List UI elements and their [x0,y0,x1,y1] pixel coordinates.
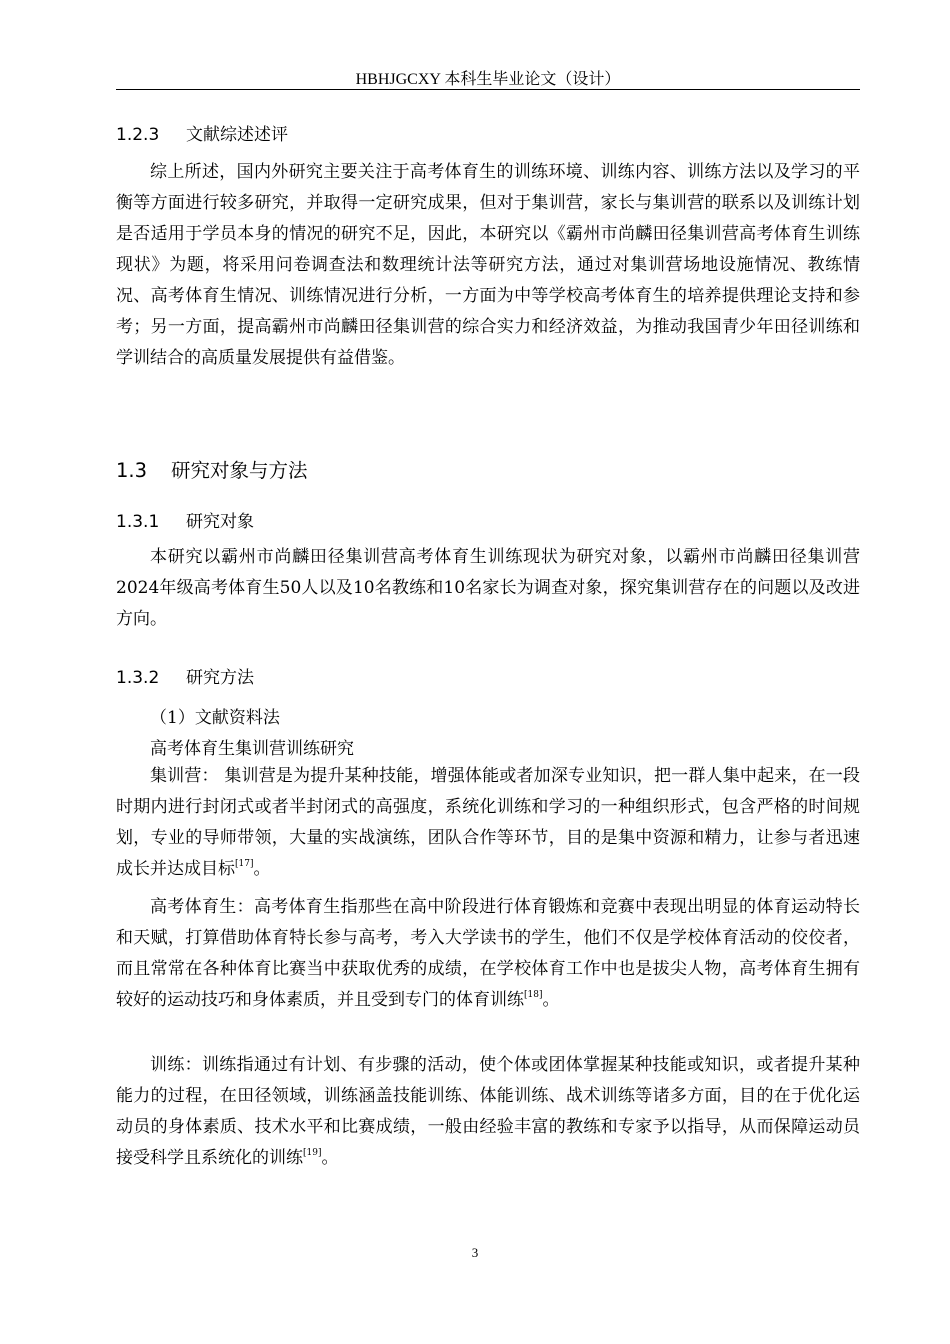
definition-text: 高考体育生：高考体育生指那些在高中阶段进行体育锻炼和竞赛中表现出明显的体育运动特长和天赋，打算借助体育特长参与高考，考入大学读书的学生，他们不仅是学校体育活动的佼佼者，而且常常在各种体育比赛当中获取优秀的成绩，在学校体育工作中也是拔尖人物，高考体育生拥有较好的运动技巧和身体素质，并且受到专门的体育训练 [116,897,860,1010]
section-heading-1-3 [116,455,308,483]
punctuation: 。 [321,1148,339,1168]
punctuation: 。 [542,990,560,1010]
method-item-literature: （1）文献资料法 [150,708,280,728]
definition-text: 集训营： 集训营是为提升某种技能，增强体能或者加深专业知识，把一群人集中起来，在一段时期内进行封闭式或者半封闭式的高强度，系统化训练和学习的一种组织形式，包含严格的时间规划，专业的导师带领，大量的实战演练，团队合作等环节，目的是集中资源和精力，让参与者迅速成长并达成目标 [116,766,860,879]
definition-text: 训练：训练指通过有计划、有步骤的活动，使个体或团体掌握某种技能或知识，或者提升某种能力的过程，在田径领域，训练涵盖技能训练、体能训练、战术训练等诸多方面，目的在于优化运动员的身体素质、技术水平和比赛成绩，一般由经验丰富的教练和专家予以指导，从而保障运动员接受科学且系统化的训练 [116,1055,860,1168]
section-number: 1.3.1 [116,512,160,532]
literature-topic: 高考体育生集训营训练研究 [150,739,354,759]
section-heading-1-3-2 [116,663,254,688]
review-paragraph: 综上所述，国内外研究主要关注于高考体育生的训练环境、训练内容、训练方法以及学习的平衡等方面进行较多研究，并取得一定研究成果，但对于集训营，家长与集训营的联系以及训练计划是否适用于学员本身的情况的研究不足，因此，本研究以《霸州市尚麟田径集训营高考体育生训练现状》为题，将采用问卷调查法和数理统计法等研究方法，通过对集训营场地设施情况、教练情况、高考体育生情况、训练情况进行分析，一方面为中等学校高考体育生的培养提供理论支持和参考；另一方面，提高霸州市尚麟田径集训营的综合实力和经济效益，为推动我国青少年田径训练和学训结合的高质量发展提供有益借鉴。 [116,162,860,368]
section-heading-1-3-1 [116,507,254,532]
definition-training [116,1050,860,1177]
page-number: 3 [471,1245,479,1260]
section-number: 1.2.3 [116,125,160,145]
section-title: 研究对象 [186,512,254,532]
definition-student [116,892,860,1019]
section-title: 研究方法 [186,668,254,688]
section-title: 研究对象与方法 [171,459,308,482]
section-number: 1.3.2 [116,668,160,688]
definition-camp [116,761,860,888]
citation: [19] [303,1148,322,1158]
page-header: HBHJGCXY 本科生毕业论文（设计） [355,71,621,88]
citation: [18] [524,990,543,1000]
header-rule [116,89,860,90]
citation: [17] [235,859,254,869]
section-title: 文献综述述评 [186,125,288,145]
section-heading-1-2-3 [116,120,288,145]
section-number: 1.3 [116,459,148,482]
punctuation: 。 [253,859,271,879]
research-object-paragraph: 本研究以霸州市尚麟田径集训营高考体育生训练现状为研究对象，以霸州市尚麟田径集训营2024年级高考体育生50人以及10名教练和10名家长为调查对象，探究集训营存在的问题以及改进方向。 [116,547,860,629]
